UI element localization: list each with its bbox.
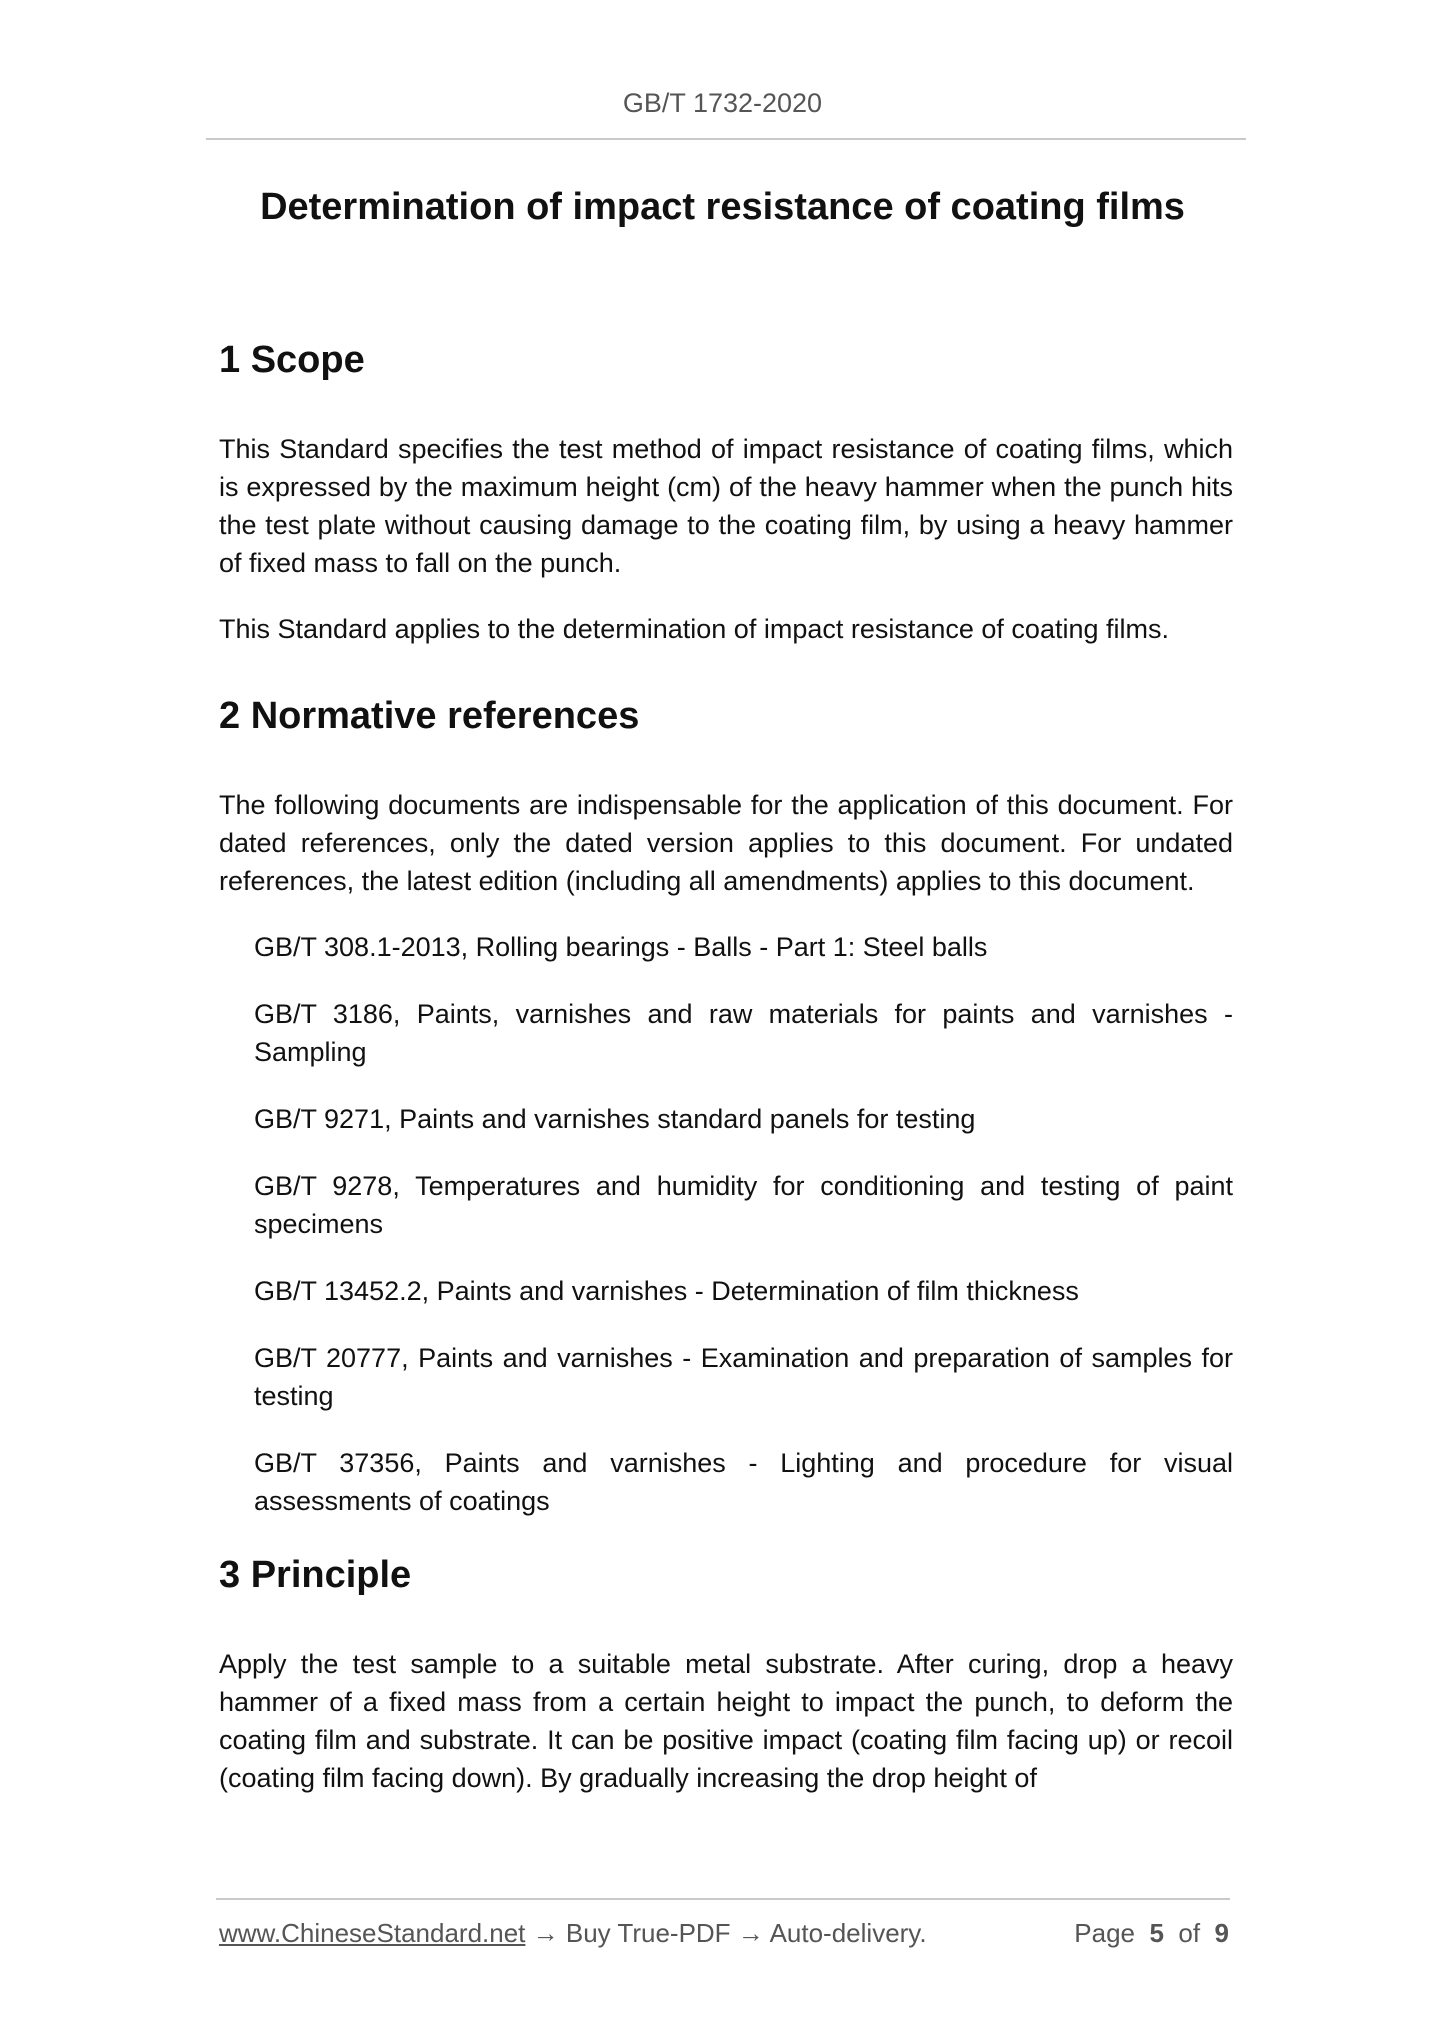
footer-tagline: → Buy True-PDF → Auto-delivery.	[525, 1918, 927, 1948]
page-of-label: of	[1178, 1918, 1201, 1948]
principle-paragraph: Apply the test sample to a suitable metal substrate. After curing, drop a heavy hammer of a fixed mass from a certain height to impact the punch, to deform the coating film and substrate. It can be positive impact (coating film facing up) or recoil (coating film facing down). By gradually increasing the drop height of	[219, 1649, 1233, 1793]
page-label: Page	[1074, 1918, 1136, 1948]
scope-paragraph-1: This Standard specifies the test method of impact resistance of coating films, which is expressed by the maximum height (cm) of the heavy hammer when the punch hits the test plate without causing damage to the coating film, by using a heavy hammer of fixed mass to fall on the punch.	[219, 434, 1233, 578]
page-indicator	[1074, 1918, 1229, 1949]
section-heading-normative-references: 2 Normative references	[219, 695, 640, 737]
reference-item: GB/T 9278, Temperatures and humidity for conditioning and testing of paint specimens	[254, 1171, 1233, 1239]
page-footer	[219, 1918, 1229, 1949]
normative-intro-paragraph: The following documents are indispensable for the application of this document. For dated references, only the dated version applies to this document. For undated references, the latest edition (including all amendments) applies to this document.	[219, 790, 1233, 896]
page-header-doc-number: GB/T 1732-2020	[622, 88, 823, 118]
website-link[interactable]: www.ChineseStandard.net	[219, 1918, 526, 1948]
reference-item: GB/T 308.1-2013, Rolling bearings - Balls - Part 1: Steel balls	[254, 932, 988, 962]
page-current: 5	[1149, 1918, 1164, 1948]
reference-item: GB/T 3186, Paints, varnishes and raw materials for paints and varnishes - Sampling	[254, 999, 1233, 1067]
reference-list	[219, 928, 1233, 1520]
section-heading-scope: 1 Scope	[219, 339, 365, 381]
reference-item: GB/T 37356, Paints and varnishes - Lighting and procedure for visual assessments of coatings	[254, 1448, 1233, 1516]
document-body	[219, 334, 1233, 1797]
reference-item: GB/T 20777, Paints and varnishes - Examination and preparation of samples for testing	[254, 1343, 1233, 1411]
page-total: 9	[1214, 1918, 1229, 1948]
scope-paragraph-2: This Standard applies to the determination of impact resistance of coating films.	[219, 614, 1169, 644]
reference-item: GB/T 13452.2, Paints and varnishes - Determination of film thickness	[254, 1276, 1079, 1306]
document-title: Determination of impact resistance of coating films	[260, 186, 1185, 228]
header-divider	[206, 138, 1246, 140]
reference-item: GB/T 9271, Paints and varnishes standard panels for testing	[254, 1104, 976, 1134]
footer-divider	[216, 1898, 1230, 1900]
section-heading-principle: 3 Principle	[219, 1554, 412, 1596]
